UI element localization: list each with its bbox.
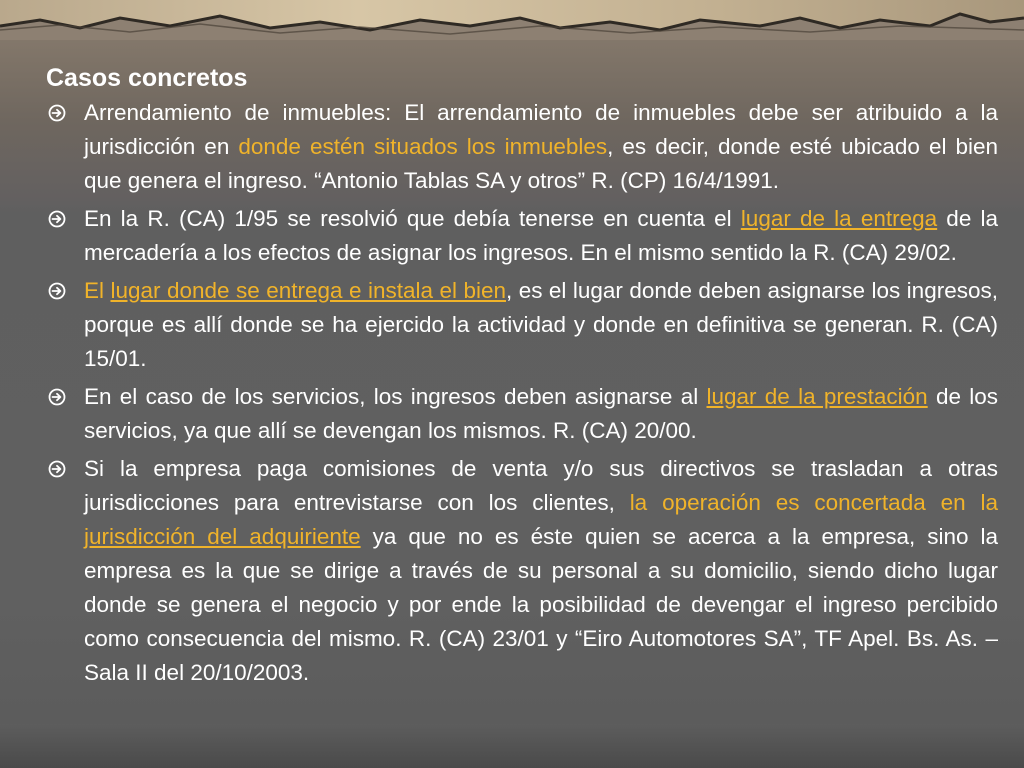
footer-band <box>0 724 1024 768</box>
circled-arrow-right-icon <box>48 460 66 478</box>
bullet-text: ya que no es éste quien se acerca a la empresa, sino la empresa es la que se dirige a través de su personal a su domicilio, siendo dicho lugar donde se genera el negocio y por ende la posibilidad de devengar el ingreso percibido como consecuencia del mismo. R. (CA) 23/01 y “Eiro Automotores SA”, TF Apel. Bs. As. – Sala II del 20/10/2003. <box>84 524 998 685</box>
bullet-text: Arrendamiento de inmuebles: El arrendamiento de inmuebles debe ser atribuido a la jurisdicción en <box>84 100 998 159</box>
bullet-text: , es decir, donde esté ubicado el bien que genera el ingreso. “Antonio Tablas SA y otros” R. (CP) 16/4/1991. <box>84 134 999 193</box>
bullet-text: En el caso de los servicios, los ingresos deben asignarse al <box>84 384 707 409</box>
slide-title: Casos concretos <box>46 64 248 92</box>
torn-paper-header-decoration <box>0 0 1024 40</box>
bullet-list <box>46 96 998 690</box>
circled-arrow-right-icon <box>48 104 66 122</box>
highlighted-link-text: lugar de la entrega <box>740 206 938 231</box>
highlighted-text: la operación es concertada en la <box>629 490 998 515</box>
bullet-item <box>46 274 998 376</box>
bullet-text: , es el lugar donde deben asignarse los ingresos, porque es allí donde se ha ejercido la actividad y donde en definitiva se generan. R. (CA) 15/01. <box>84 278 998 371</box>
circled-arrow-right-icon <box>48 282 66 300</box>
bullet-item <box>46 202 998 270</box>
bullet-item <box>46 452 998 690</box>
circled-arrow-right-icon <box>48 388 66 406</box>
highlighted-text: El <box>84 278 105 303</box>
bullet-item <box>46 380 998 448</box>
bullet-item <box>46 96 998 198</box>
highlighted-link-text: jurisdicción del adquiriente <box>84 524 361 549</box>
highlighted-link-text: lugar de la prestación <box>706 384 928 409</box>
circled-arrow-right-icon <box>48 210 66 228</box>
highlighted-text: donde estén situados los inmuebles <box>238 134 608 159</box>
highlighted-link-text: lugar donde se entrega e instala el bien <box>110 278 506 303</box>
slide-content <box>46 60 998 694</box>
bullet-text: de la mercadería a los efectos de asignar los ingresos. En el mismo sentido la R. (CA) 29/02. <box>84 206 998 265</box>
bullet-text: En la R. (CA) 1/95 se resolvió que debía tenerse en cuenta el <box>84 206 741 231</box>
bullet-text: de los servicios, ya que allí se devengan los mismos. R. (CA) 20/00. <box>84 384 999 443</box>
bullet-text: Si la empresa paga comisiones de venta y/o sus directivos se trasladan a otras jurisdicciones para entrevistarse con los clientes, <box>84 456 998 515</box>
